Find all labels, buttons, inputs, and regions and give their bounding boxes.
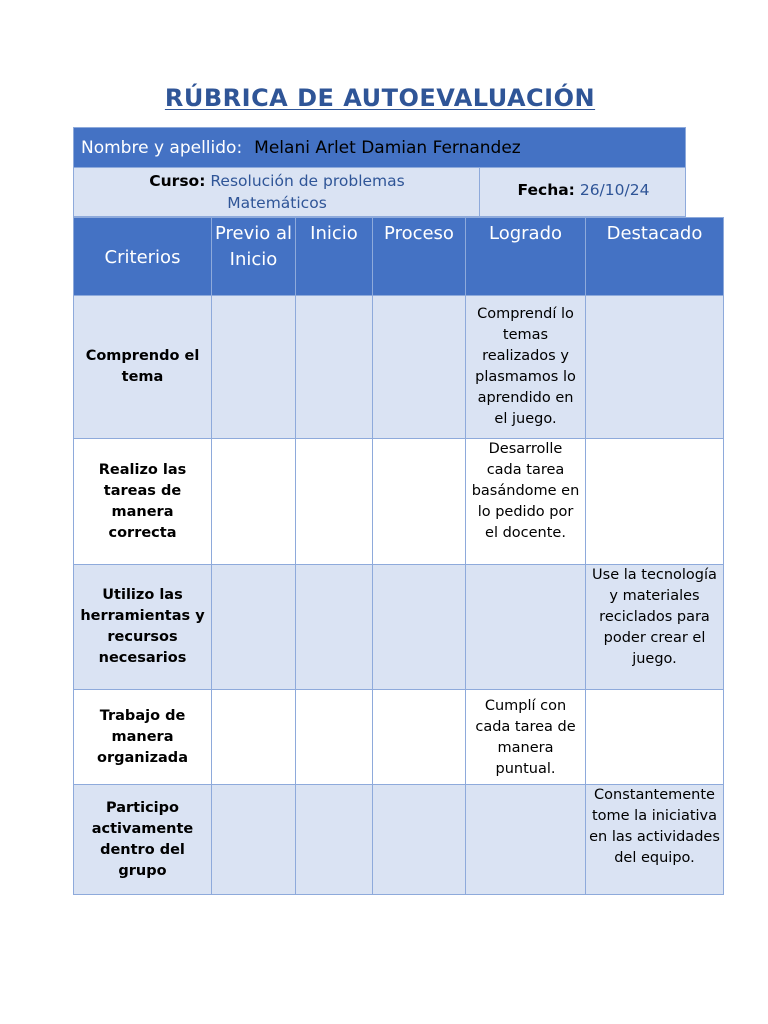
table-cell [373,439,466,565]
table-row [74,690,724,785]
table-cell [212,565,296,690]
column-header-proceso: Proceso [373,218,466,296]
table-cell [466,785,586,895]
column-header-logrado: Logrado [466,218,586,296]
course-date-row [73,168,686,217]
table-row [74,296,724,439]
course-value-line2: Matemáticos [227,194,327,212]
table-cell [212,439,296,565]
table-cell [296,296,373,439]
page-title: RÚBRICA DE AUTOEVALUACIÓN [164,84,596,112]
table-cell: Use la tecnología y materiales reciclados para poder crear el juego. [586,565,724,690]
table-cell [586,690,724,785]
table-cell: Desarrolle cada tarea basándome en lo pedido por el docente. [466,439,586,565]
student-name-bar [73,127,686,168]
table-cell [586,439,724,565]
table-cell [373,565,466,690]
table-row [74,439,724,565]
date-field [480,181,687,199]
column-header-destacado: Destacado [586,218,724,296]
course-field [74,170,480,214]
course-label: Curso: [149,172,206,190]
table-header-row [74,218,724,296]
criterion-cell: Comprendo el tema [74,296,212,439]
criterion-cell: Trabajo de manera organizada [74,690,212,785]
table-cell: Comprendí lo temas realizados y plasmamos lo aprendido en el juego. [466,296,586,439]
column-header-inicio: Inicio [296,218,373,296]
column-header-criterios: Criterios [74,218,212,296]
table-row [74,785,724,895]
table-cell [296,565,373,690]
table-cell [373,296,466,439]
table-cell [586,296,724,439]
table-cell [466,565,586,690]
student-name-value: Melani Arlet Damian Fernandez [254,137,521,158]
table-cell [212,690,296,785]
course-value-line1: Resolución de problemas [210,172,405,190]
date-label: Fecha: [517,181,575,199]
table-cell: Constantemente tome la iniciativa en las actividades del equipo. [586,785,724,895]
rubric-table [73,217,724,895]
student-name-label: Nombre y apellido: [81,137,243,158]
column-header-previo-al-inicio: Previo al Inicio [212,218,296,296]
criterion-cell: Realizo las tareas de manera correcta [74,439,212,565]
criterion-cell: Utilizo las herramientas y recursos necesarios [74,565,212,690]
table-cell [296,439,373,565]
table-cell [296,785,373,895]
table-cell [212,785,296,895]
table-row [74,565,724,690]
date-value: 26/10/24 [579,181,650,199]
table-cell [296,690,373,785]
table-cell: Cumplí con cada tarea de manera puntual. [466,690,586,785]
criterion-cell: Participo activamente dentro del grupo [74,785,212,895]
table-cell [373,690,466,785]
table-cell [212,296,296,439]
table-cell [373,785,466,895]
